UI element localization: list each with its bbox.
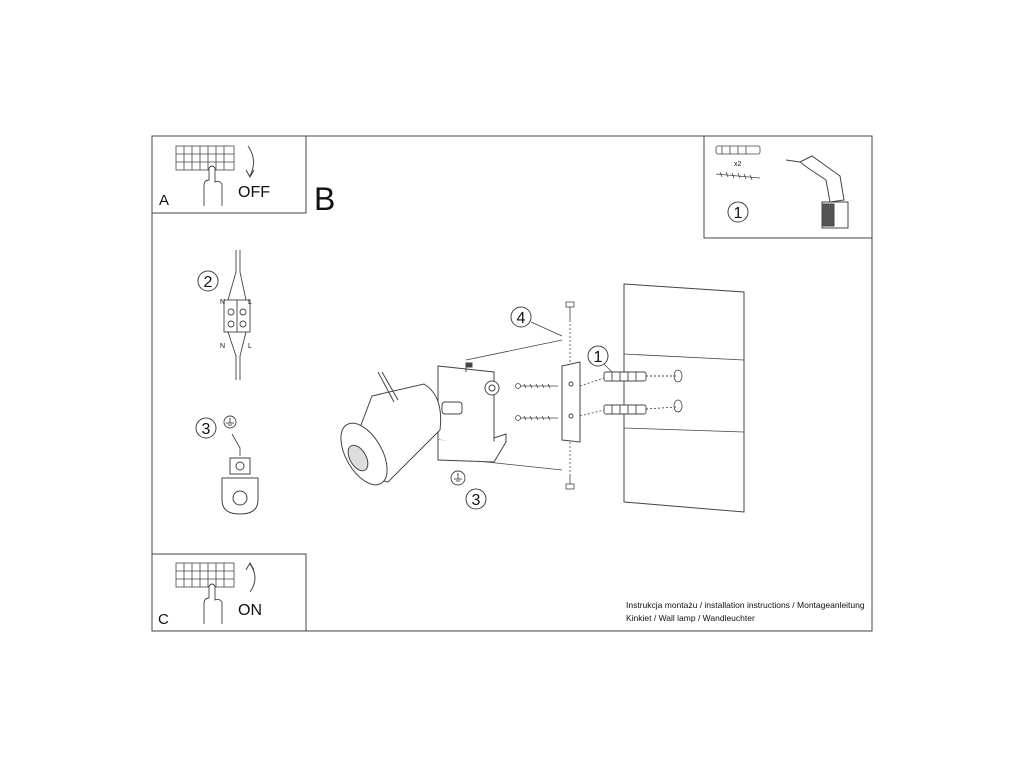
terminal-n-bottom: N <box>220 343 226 350</box>
hand-icon <box>204 166 222 206</box>
ground-symbol-icon <box>224 416 236 428</box>
screw-icon <box>716 172 760 180</box>
breaker-box-icon <box>176 563 234 587</box>
panel-a-border <box>152 136 306 213</box>
wiring-detail <box>198 250 252 380</box>
panel-c-letter: C <box>158 611 169 628</box>
panel-c-border <box>152 554 306 631</box>
lamp-arm <box>442 402 462 414</box>
step-2-number: 2 <box>203 274 213 291</box>
cover-screw-top-icon <box>566 302 574 362</box>
spotlight-head <box>331 372 440 492</box>
ground-detail <box>196 416 258 514</box>
step-3-detail-number: 3 <box>201 421 211 438</box>
panel-a-letter: A <box>159 192 170 209</box>
off-label: OFF <box>238 184 270 201</box>
terminal-block-icon <box>224 250 250 380</box>
step-1-dowels-number: 1 <box>593 349 603 366</box>
terminal-n-top: N <box>220 299 226 306</box>
caption-product: Kinkiet / Wall lamp / Wandleuchter <box>626 613 755 623</box>
lamp-ground-symbol-icon <box>451 471 465 485</box>
dowel-quantity: x2 <box>734 161 742 168</box>
caption-instructions: Instrukcja montażu / installation instructions / Montageanleitung <box>626 600 865 610</box>
cover-screw-bottom-icon <box>566 442 574 489</box>
drill-icon <box>786 156 848 228</box>
arrow-up-icon <box>246 563 255 592</box>
step-4-number: 4 <box>516 310 526 327</box>
panel-b-letter: B <box>314 181 336 217</box>
ground-clamp-icon <box>222 458 258 514</box>
arrow-down-icon <box>246 146 254 177</box>
tools-panel <box>704 136 872 238</box>
dowel-icon <box>716 146 760 154</box>
panel-a-power-off <box>152 136 306 213</box>
on-label: ON <box>238 602 262 619</box>
bracket-screws-icon <box>516 378 605 421</box>
step-3-lamp-number: 3 <box>471 492 481 509</box>
terminal-l-bottom: L <box>248 343 252 350</box>
panel-c-power-on <box>152 554 306 631</box>
hand-icon <box>204 584 222 624</box>
wall-plate <box>624 284 744 512</box>
ground-wire-icon <box>232 434 240 456</box>
breaker-box-icon <box>176 146 234 170</box>
terminal-l-top: L <box>248 299 252 306</box>
step-1-tools-number: 1 <box>733 205 743 222</box>
sheet-border <box>152 136 872 631</box>
mounting-bracket <box>562 362 580 442</box>
